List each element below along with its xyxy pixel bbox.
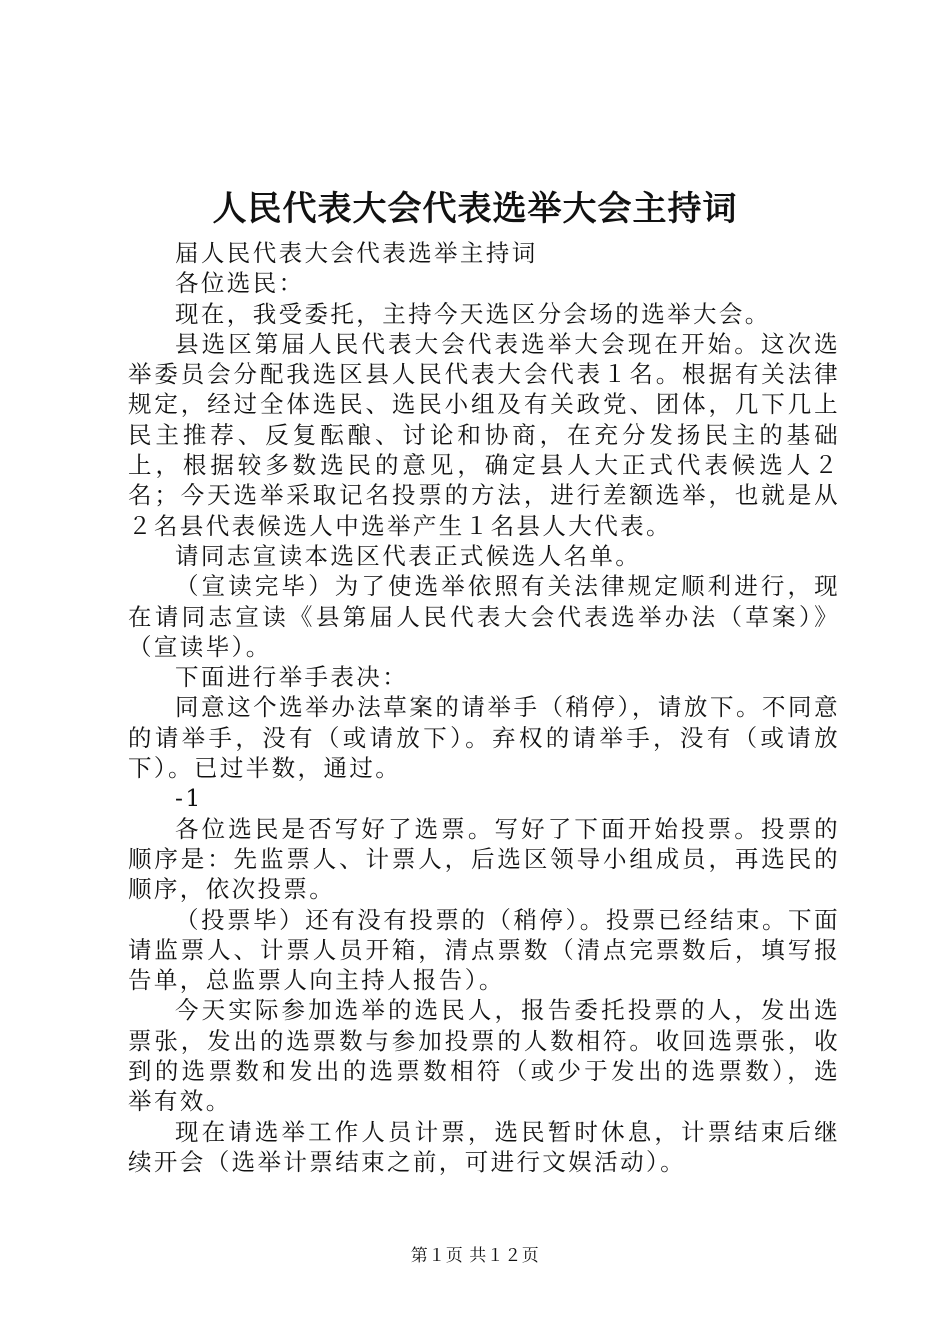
paragraph-9: 各位选民是否写好了选票。写好了下面开始投票。投票的顺序是：先监票人、计票人，后选区领导小组成员，再选民的顺序，依次投票。 (128, 814, 840, 904)
paragraph-10: （投票毕）还有没有投票的（稍停）。投票已经结束。下面请监票人、计票人员开箱，清点票数（清点完票数后，填写报告单，总监票人向主持人报告）。 (128, 905, 840, 995)
document-title: 人民代表大会代表选举大会主持词 (212, 189, 738, 229)
paragraph-1: 届人民代表大会代表选举主持词 (175, 239, 538, 267)
paragraph-5: 请同志宣读本选区代表正式候选人名单。 (175, 541, 642, 570)
document-body (128, 238, 840, 1177)
page-marker: -1 (175, 784, 203, 813)
paragraph-2: 各位选民： (175, 269, 305, 298)
paragraph-8: 同意这个选举办法草案的请举手（稍停），请放下。不同意的请举手，没有（或请放下）。弃权的请举手，没有（或请放下）。已过半数，通过。 (128, 693, 840, 783)
paragraph-7: 下面进行举手表决： (175, 663, 409, 692)
paragraph-11: 今天实际参加选举的选民人，报告委托投票的人，发出选票张，发出的选票数与参加投票的人数相符。收回选票张，收到的选票数和发出的选票数相符（或少于发出的选票数），选举有效。 (128, 996, 840, 1116)
paragraph-6: （宣读完毕）为了使选举依照有关法律规定顺利进行，现在请同志宣读《县第届人民代表大会代表选举办法（草案）》（宣读毕）。 (128, 572, 840, 661)
paragraph-4: 县选区第届人民代表大会代表选举大会现在开始。这次选举委员会分配我选区县人民代表大会代表１名。根据有关法律规定，经过全体选民、选民小组及有关政党、团体，几下几上民主推荐、反复酝酿、讨论和协商，在充分发扬民主的基础上，根据较多数选民的意见，确定县人大正式代表候选人２名；今天选举采取记名投票的方法，进行差额选举，也就是从２名县代表候选人中选举产生１名县人大代表。 (128, 329, 840, 540)
paragraph-3: 现在，我受委托，主持今天选区分会场的选举大会。 (175, 299, 771, 328)
paragraph-12: 现在请选举工作人员计票，选民暂时休息，计票结束后继续开会（选举计票结束之前，可进行文娱活动）。 (128, 1117, 840, 1176)
page-footer: 第１页 共１２页 (410, 1246, 540, 1266)
